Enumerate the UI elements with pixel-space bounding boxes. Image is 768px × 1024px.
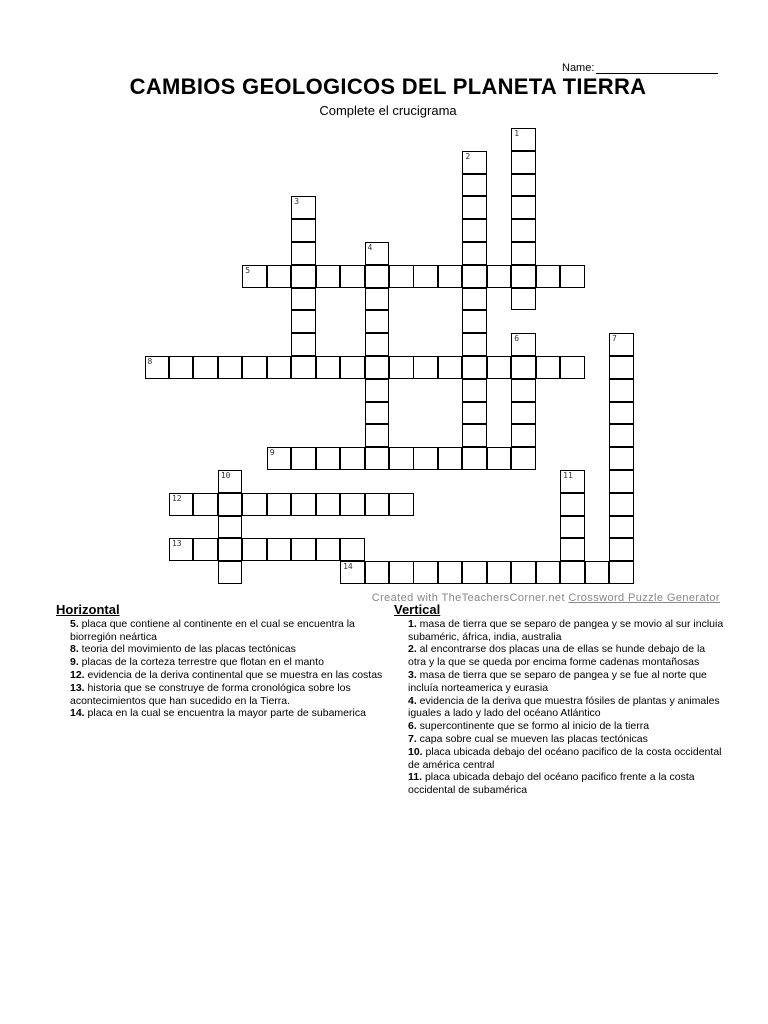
grid-cell[interactable]: [389, 356, 414, 379]
clue-item-number: 3.: [408, 668, 417, 681]
grid-cell[interactable]: [511, 219, 536, 242]
grid-cell[interactable]: [365, 379, 390, 402]
grid-cell[interactable]: [218, 538, 243, 561]
grid-cell[interactable]: [291, 288, 316, 311]
grid-cell[interactable]: [462, 333, 487, 356]
clue-item-number: 11.: [408, 771, 423, 784]
grid-cell[interactable]: [609, 379, 634, 402]
clue-number: 12: [171, 493, 182, 503]
grid-cell[interactable]: [145, 356, 170, 379]
grid-cell[interactable]: [365, 493, 390, 516]
clue-item: [394, 733, 724, 746]
grid-cell[interactable]: [487, 265, 512, 288]
grid-cell[interactable]: [511, 128, 536, 151]
clue-item: [394, 669, 724, 695]
grid-cell[interactable]: [218, 561, 243, 584]
grid-cell[interactable]: [365, 447, 390, 470]
clue-item-text: placa en la cual se encuentra la mayor parte de subamerica: [84, 707, 366, 720]
grid-cell[interactable]: [291, 493, 316, 516]
credit-text: Created with TheTeachersCorner.net: [371, 592, 565, 604]
grid-cell[interactable]: [242, 265, 267, 288]
grid-cell[interactable]: [560, 561, 585, 584]
grid-cell[interactable]: [560, 516, 585, 539]
grid-cell[interactable]: [316, 356, 341, 379]
grid-cell[interactable]: [609, 424, 634, 447]
grid-cell[interactable]: [291, 219, 316, 242]
grid-cell[interactable]: [438, 356, 463, 379]
grid-cell[interactable]: [389, 265, 414, 288]
clue-item-text: placa que contiene al continente en el cual se encuentra la biorregión neártica: [70, 617, 355, 643]
grid-cell[interactable]: [462, 561, 487, 584]
clue-item: [394, 746, 724, 772]
grid-cell[interactable]: [316, 447, 341, 470]
clue-item: [394, 618, 724, 644]
grid-cell[interactable]: [462, 447, 487, 470]
grid-cell[interactable]: [438, 447, 463, 470]
grid-cell[interactable]: [365, 424, 390, 447]
grid-cell[interactable]: [462, 310, 487, 333]
grid-cell[interactable]: [609, 447, 634, 470]
clue-item-number: 2.: [408, 643, 417, 656]
clue-item-text: placa ubicada debajo del océano pacifico de la costa occidental de américa central: [408, 745, 722, 771]
vertical-clues: [394, 604, 724, 797]
clue-number: 5: [245, 265, 251, 275]
grid-cell[interactable]: [560, 356, 585, 379]
clue-item: [56, 669, 386, 682]
clue-number: 9: [269, 448, 275, 458]
clue-item-text: capa sobre cual se mueven las placas tectónicas: [416, 732, 648, 745]
grid-cell[interactable]: [291, 333, 316, 356]
grid-cell[interactable]: [267, 447, 292, 470]
clue-item-text: masa de tierra que se separo de pangea y se fue al norte que incluía norteamerica y eurasia: [408, 668, 707, 694]
grid-cell[interactable]: [169, 493, 194, 516]
grid-cell[interactable]: [536, 265, 561, 288]
horizontal-clues: [56, 604, 386, 720]
clue-item-text: placa ubicada debajo del océano pacifico frente a la costa occidental de subamérica: [408, 771, 695, 797]
grid-cell[interactable]: [365, 561, 390, 584]
clue-number: 13: [171, 539, 182, 549]
clue-number: 2: [465, 151, 471, 161]
grid-cell[interactable]: [462, 379, 487, 402]
clue-number: 8: [147, 357, 153, 366]
grid-cell[interactable]: [511, 561, 536, 584]
page-title: CAMBIOS GEOLOGICOS DEL PLANETA TIERRA: [129, 74, 647, 99]
clue-item: [394, 643, 724, 669]
page-subtitle: Complete el crucigrama: [319, 103, 457, 118]
vertical-title: Vertical: [394, 602, 441, 617]
grid-cell[interactable]: [413, 561, 438, 584]
grid-cell[interactable]: [413, 447, 438, 470]
clue-item: [394, 695, 724, 721]
clue-item: [56, 682, 386, 708]
clue-item: [56, 618, 386, 644]
clue-item: [394, 771, 724, 797]
clue-number: 6: [514, 334, 520, 344]
grid-cell[interactable]: [340, 493, 365, 516]
grid-cell[interactable]: [511, 333, 536, 356]
clue-item-text: supercontinente que se formo al inicio de la tierra: [416, 720, 650, 733]
grid-cell[interactable]: [291, 538, 316, 561]
grid-cell[interactable]: [511, 288, 536, 311]
grid-cell[interactable]: [365, 242, 390, 265]
grid-cell[interactable]: [462, 424, 487, 447]
grid-cell[interactable]: [511, 174, 536, 197]
grid-cell[interactable]: [511, 402, 536, 425]
grid-cell[interactable]: [340, 538, 365, 561]
grid-cell[interactable]: [340, 447, 365, 470]
grid-cell[interactable]: [438, 265, 463, 288]
grid-cell[interactable]: [609, 516, 634, 539]
grid-cell[interactable]: [365, 356, 390, 379]
grid-cell[interactable]: [291, 242, 316, 265]
horizontal-clue-list: [56, 618, 386, 720]
vertical-clue-list: [394, 618, 724, 797]
grid-cell[interactable]: [169, 356, 194, 379]
horizontal-title: Horizontal: [56, 602, 120, 617]
grid-cell[interactable]: [193, 356, 218, 379]
grid-cell[interactable]: [609, 493, 634, 516]
clue-item-text: historia que se construye de forma cronológica sobre los acontecimientos que han sucedido en la Tierra.: [70, 681, 351, 707]
clue-item-text: placas de la corteza terrestre que flotan en el manto: [78, 656, 324, 669]
grid-cell[interactable]: [511, 242, 536, 265]
grid-cell[interactable]: [365, 265, 390, 288]
clue-item: [56, 643, 386, 656]
grid-cell[interactable]: [193, 493, 218, 516]
grid-cell[interactable]: [462, 219, 487, 242]
grid-cell[interactable]: [609, 470, 634, 493]
grid-cell[interactable]: [609, 356, 634, 379]
grid-cell[interactable]: [267, 538, 292, 561]
grid-cell[interactable]: [511, 447, 536, 470]
grid-cell[interactable]: [365, 288, 390, 311]
clue-item-text: al encontrarse dos placas una de ellas se hunde debajo de la otra y la que se queda por encima forme cadenas montañosas: [408, 643, 706, 669]
grid-cell[interactable]: [462, 242, 487, 265]
grid-cell[interactable]: [316, 265, 341, 288]
grid-cell[interactable]: [218, 493, 243, 516]
credit-link[interactable]: Crossword Puzzle Generator: [568, 592, 720, 604]
grid-cell[interactable]: [316, 538, 341, 561]
grid-cell[interactable]: [340, 561, 365, 584]
clue-number: 4: [367, 243, 373, 252]
grid-cell[interactable]: [389, 447, 414, 470]
grid-cell[interactable]: [291, 196, 316, 219]
name-label: Name:: [562, 62, 595, 74]
clue-item: [56, 707, 386, 720]
grid-cell[interactable]: [218, 356, 243, 379]
grid-cell[interactable]: [413, 265, 438, 288]
grid-cell[interactable]: [389, 493, 414, 516]
grid-cell[interactable]: [291, 265, 316, 288]
grid-cell[interactable]: [462, 288, 487, 311]
grid-cell[interactable]: [560, 265, 585, 288]
clue-number: 10: [220, 471, 231, 480]
clue-item-number: 6.: [408, 720, 417, 733]
clue-item-number: 12.: [70, 668, 85, 681]
clue-item-number: 13.: [70, 681, 85, 694]
clue-number: 14: [343, 562, 353, 572]
grid-cell[interactable]: [365, 333, 390, 356]
clue-item-text: evidencia de la deriva que muestra fósiles de plantas y animales iguales a lado y lado del océano Atlántico: [408, 694, 720, 720]
clue-item-number: 9.: [70, 656, 79, 669]
grid-cell[interactable]: [438, 561, 463, 584]
clue-item-number: 7.: [408, 732, 417, 745]
grid-cell[interactable]: [536, 356, 561, 379]
clue-item-number: 4.: [408, 694, 417, 707]
grid-cell[interactable]: [511, 356, 536, 379]
grid-cell[interactable]: [291, 447, 316, 470]
grid-cell[interactable]: [365, 402, 390, 425]
grid-cell[interactable]: [242, 493, 267, 516]
grid-cell[interactable]: [218, 470, 243, 493]
grid-cell[interactable]: [487, 561, 512, 584]
clue-number: 7: [612, 334, 617, 344]
clue-item: [56, 656, 386, 669]
grid-cell[interactable]: [340, 356, 365, 379]
clue-number: 3: [294, 197, 300, 207]
grid-cell[interactable]: [267, 265, 292, 288]
grid-cell[interactable]: [462, 151, 487, 174]
grid-cell[interactable]: [291, 310, 316, 333]
grid-cell[interactable]: [316, 493, 341, 516]
grid-cell[interactable]: [609, 561, 634, 584]
clue-item-number: 5.: [70, 617, 79, 630]
grid-cell[interactable]: [536, 561, 561, 584]
grid-cell[interactable]: [462, 402, 487, 425]
clue-item-text: evidencia de la deriva continental que se muestra en las costas: [84, 668, 383, 681]
clue-item-number: 1.: [408, 617, 417, 630]
grid-cell[interactable]: [560, 470, 585, 493]
grid-cell[interactable]: [487, 447, 512, 470]
grid-cell[interactable]: [242, 356, 267, 379]
grid-cell[interactable]: [291, 356, 316, 379]
clue-item: [394, 720, 724, 733]
grid-cell[interactable]: [462, 196, 487, 219]
grid-cell[interactable]: [560, 493, 585, 516]
grid-cell[interactable]: [267, 356, 292, 379]
clue-item-text: teoria del movimiento de las placas tectónicas: [78, 643, 296, 656]
grid-cell[interactable]: [462, 174, 487, 197]
grid-cell[interactable]: [609, 333, 634, 356]
grid-cell[interactable]: [511, 424, 536, 447]
grid-cell[interactable]: [242, 538, 267, 561]
grid-cell[interactable]: [169, 538, 194, 561]
grid-cell[interactable]: [511, 379, 536, 402]
grid-cell[interactable]: [413, 356, 438, 379]
grid-cell[interactable]: [560, 538, 585, 561]
clue-item-text: masa de tierra que se separo de pangea y se movio al sur incluia subaméric, áfrica, india, australia: [408, 617, 724, 643]
clue-number: 1: [514, 129, 520, 138]
grid-cell[interactable]: [340, 265, 365, 288]
grid-cell[interactable]: [462, 265, 487, 288]
grid-cell[interactable]: [609, 402, 634, 425]
clue-item-number: 14.: [70, 707, 85, 720]
grid-cell[interactable]: [462, 356, 487, 379]
grid-cell[interactable]: [267, 493, 292, 516]
grid-cell[interactable]: [389, 561, 414, 584]
grid-cell[interactable]: [193, 538, 218, 561]
grid-cell[interactable]: [511, 196, 536, 219]
clue-item-number: 8.: [70, 643, 79, 656]
grid-cell[interactable]: [365, 310, 390, 333]
grid-cell[interactable]: [511, 265, 536, 288]
grid-cell[interactable]: [487, 356, 512, 379]
grid-cell[interactable]: [609, 538, 634, 561]
grid-cell[interactable]: [218, 516, 243, 539]
clue-number: 11: [563, 471, 573, 480]
clue-item-number: 10.: [408, 745, 423, 758]
grid-cell[interactable]: [585, 561, 610, 584]
grid-cell[interactable]: [511, 151, 536, 174]
